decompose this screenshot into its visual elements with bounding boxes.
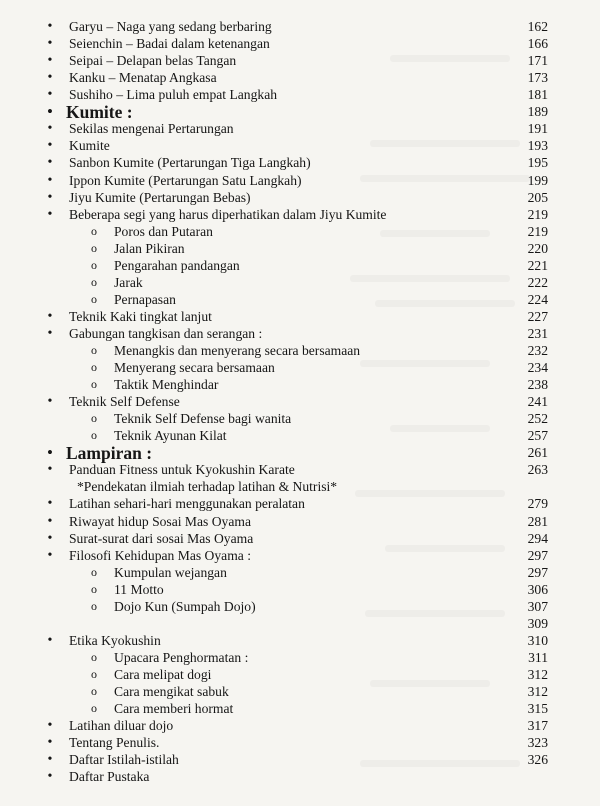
toc-entry <box>0 35 560 52</box>
toc-entry-title: *Pendekatan ilmiah terhadap latihan & Nutrisi* <box>77 479 338 495</box>
toc-entry <box>0 530 560 547</box>
bullet-icon: • <box>47 462 53 478</box>
toc-entry <box>0 683 560 700</box>
toc-page-number: 257 <box>527 428 548 444</box>
toc-entry <box>0 18 560 35</box>
bullet-icon: • <box>47 735 53 751</box>
hollow-bullet-icon: o <box>91 598 97 613</box>
hollow-bullet-icon: o <box>91 274 97 289</box>
toc-entry <box>0 615 560 632</box>
bullet-icon: • <box>47 325 53 341</box>
hollow-bullet-icon: o <box>91 377 97 392</box>
toc-entry-title: Teknik Self Defense bagi wanita <box>114 411 292 427</box>
toc-entry <box>0 717 560 734</box>
toc-entry <box>0 410 560 427</box>
bullet-icon: • <box>47 206 53 222</box>
toc-page-number: 195 <box>527 155 548 171</box>
bullet-icon: • <box>47 496 53 512</box>
bullet-icon: • <box>47 530 53 546</box>
toc-page-number: 173 <box>527 70 548 86</box>
toc-entry-title: Seienchin – Badai dalam ketenangan <box>69 36 270 51</box>
bullet-icon: • <box>47 138 53 154</box>
toc-page-number: 222 <box>527 274 548 290</box>
toc-entry-title: Sanbon Kumite (Pertarungan Tiga Langkah) <box>69 155 311 171</box>
toc-entry <box>0 598 560 615</box>
toc-page-number: 232 <box>527 342 548 358</box>
toc-page-number: 227 <box>527 308 548 324</box>
toc-entry <box>0 513 560 530</box>
toc-page-number: 205 <box>527 189 548 205</box>
toc-page-number: 221 <box>527 257 548 273</box>
toc-page-number: 312 <box>527 684 548 699</box>
toc-entry <box>0 206 560 223</box>
bullet-icon: • <box>47 547 53 563</box>
hollow-bullet-icon: o <box>91 411 97 426</box>
bullet-icon: • <box>47 394 53 410</box>
toc-entry-title: Sekilas mengenai Pertarungan <box>69 121 234 137</box>
toc-entry-title: Garyu – Naga yang sedang berbaring <box>69 19 272 34</box>
toc-page-number: 294 <box>527 530 548 546</box>
toc-entry-title: Kanku – Menatap Angkasa <box>69 70 217 86</box>
toc-entry-title: Gabungan tangkisan dan serangan : <box>69 325 263 341</box>
toc-entry-title: Latihan sehari-hari menggunakan peralatan <box>69 496 305 512</box>
toc-page-number: 297 <box>527 547 548 563</box>
toc-entry <box>0 154 560 171</box>
toc-entry <box>0 52 560 69</box>
toc-page-number: 311 <box>528 649 548 665</box>
toc-page-number: 279 <box>527 496 548 512</box>
bullet-icon: • <box>47 308 53 324</box>
toc-entry <box>0 751 560 768</box>
toc-page-number: 317 <box>527 718 548 734</box>
toc-entry-title: Pernapasan <box>114 291 176 307</box>
toc-entry <box>0 376 560 393</box>
toc-page-number: 219 <box>527 223 548 239</box>
toc-entry <box>0 649 560 666</box>
toc-page-number: 310 <box>527 632 548 648</box>
toc-entry-title: Daftar Pustaka <box>69 769 150 785</box>
bullet-icon: • <box>47 70 53 86</box>
toc-entry <box>0 359 560 376</box>
toc-entry <box>0 734 560 751</box>
toc-entry <box>0 274 560 291</box>
toc-entry-title: Etika Kyokushin <box>69 632 161 648</box>
toc-entry-title: 11 Motto <box>114 581 164 597</box>
toc-page-number: 220 <box>527 240 548 256</box>
bullet-icon: • <box>47 53 53 69</box>
bullet-icon: • <box>47 87 53 103</box>
bullet-icon: • <box>47 769 53 785</box>
toc-page-number: 166 <box>527 36 548 51</box>
toc-page-number: 162 <box>527 19 548 34</box>
hollow-bullet-icon: o <box>91 666 97 681</box>
toc-entry-title: Riwayat hidup Sosai Mas Oyama <box>69 513 251 529</box>
hollow-bullet-icon: o <box>91 684 97 698</box>
toc-page-number: 219 <box>527 206 548 222</box>
toc-entry-title: Dojo Kun (Sumpah Dojo) <box>114 598 256 614</box>
toc-page-number: 261 <box>527 444 548 460</box>
toc-page-number: 224 <box>527 291 548 307</box>
toc-entry <box>0 240 560 257</box>
toc-entry-title: Teknik Ayunan Kilat <box>114 428 227 444</box>
bullet-icon: • <box>47 155 53 171</box>
toc-entry <box>0 172 560 189</box>
toc-entry-title: Teknik Kaki tingkat lanjut <box>69 308 212 324</box>
toc-page-number: 234 <box>527 360 548 375</box>
toc-page-number: 307 <box>527 598 548 614</box>
toc-page-number: 315 <box>527 701 548 716</box>
toc-entry <box>0 137 560 154</box>
toc-page-number: 191 <box>527 121 548 137</box>
toc-entry <box>0 257 560 274</box>
toc-page-number: 297 <box>527 564 548 580</box>
toc-entry <box>0 223 560 240</box>
bullet-icon: • <box>47 442 53 462</box>
toc-entry-title: Latihan diluar dojo <box>69 718 174 734</box>
hollow-bullet-icon: o <box>91 240 97 255</box>
toc-entry-title: Cara melipat dogi <box>114 666 212 682</box>
bullet-icon: • <box>47 513 53 529</box>
toc-entry <box>0 666 560 683</box>
toc-entry-title: Sushiho – Lima puluh empat Langkah <box>69 87 278 103</box>
bullet-icon: • <box>47 101 53 121</box>
toc-entry-title: Menangkis dan menyerang secara bersamaan <box>114 342 361 358</box>
toc-entry-title: Cara mengikat sabuk <box>114 684 229 699</box>
hollow-bullet-icon: o <box>91 257 97 272</box>
toc-page-number: 252 <box>527 411 548 427</box>
bullet-icon: • <box>47 752 53 768</box>
toc-page-number: 189 <box>527 103 548 119</box>
toc-page-number: 171 <box>527 53 548 69</box>
toc-page-number: 323 <box>527 735 548 751</box>
toc-entry-title: Beberapa segi yang harus diperhatikan dalam Jiyu Kumite <box>69 206 387 222</box>
toc-entry <box>0 700 560 717</box>
toc-page-number: 193 <box>527 138 548 154</box>
toc-entry <box>0 120 560 137</box>
toc-entry <box>0 461 560 478</box>
toc-entry-title: Jiyu Kumite (Pertarungan Bebas) <box>69 189 251 205</box>
toc-entry <box>0 69 560 86</box>
toc-entry <box>0 308 560 325</box>
toc-entry <box>0 495 560 512</box>
toc-entry <box>0 291 560 308</box>
hollow-bullet-icon: o <box>91 649 97 664</box>
toc-entry-title: Jalan Pikiran <box>114 240 185 256</box>
toc-entry-title: Daftar Istilah-istilah <box>69 752 179 768</box>
hollow-bullet-icon: o <box>91 223 97 238</box>
toc-entry <box>0 768 560 785</box>
toc-entry-title: Panduan Fitness untuk Kyokushin Karate <box>69 462 295 478</box>
hollow-bullet-icon: o <box>91 360 97 374</box>
toc-page-number: 263 <box>527 462 548 478</box>
hollow-bullet-icon: o <box>91 581 97 596</box>
hollow-bullet-icon: o <box>91 701 97 715</box>
toc-entry-title: Menyerang secara bersamaan <box>114 360 275 375</box>
toc-entry <box>0 393 560 410</box>
toc-page-number: 238 <box>527 377 548 393</box>
toc-entry-title: Taktik Menghindar <box>114 377 219 393</box>
toc-entry-title: Seipai – Delapan belas Tangan <box>69 53 237 69</box>
hollow-bullet-icon: o <box>91 291 97 306</box>
hollow-bullet-icon: o <box>91 342 97 357</box>
toc-page-number: 309 <box>527 615 548 631</box>
bullet-icon: • <box>47 718 53 734</box>
toc-page-number: 241 <box>527 394 548 410</box>
bullet-icon: • <box>47 189 53 205</box>
bullet-icon: • <box>47 632 53 648</box>
toc-entry <box>0 632 560 649</box>
bullet-icon: • <box>47 36 53 51</box>
toc-entry-title: Ippon Kumite (Pertarungan Satu Langkah) <box>69 172 302 188</box>
toc-page-number: 326 <box>527 752 548 768</box>
toc-entry <box>0 325 560 342</box>
toc-entry-title: Surat-surat dari sosai Mas Oyama <box>69 530 254 546</box>
toc-entry <box>0 564 560 581</box>
toc-entry <box>0 478 560 495</box>
toc-entry <box>0 342 560 359</box>
toc-page-number: 231 <box>527 325 548 341</box>
toc-entry-title: Cara memberi hormat <box>114 701 234 716</box>
bullet-icon: • <box>47 172 53 188</box>
bullet-icon: • <box>47 19 53 34</box>
toc-entry-title: Kumite <box>69 138 110 154</box>
toc-entry-title: Pengarahan pandangan <box>114 257 240 273</box>
hollow-bullet-icon: o <box>91 428 97 443</box>
toc-entry-title: Filosofi Kehidupan Mas Oyama : <box>69 547 251 563</box>
toc-entry <box>0 189 560 206</box>
toc-entry-title: Upacara Penghormatan : <box>114 649 249 665</box>
toc-entry <box>0 547 560 564</box>
bullet-icon: • <box>47 121 53 137</box>
toc-entry-title: Tentang Penulis. <box>69 735 160 751</box>
toc-entry-title: Teknik Self Defense <box>69 394 180 410</box>
toc-page-number: 181 <box>527 87 548 103</box>
toc-entry-title: Lampiran : <box>66 442 153 463</box>
toc-entry-title: Kumpulan wejangan <box>114 564 227 580</box>
toc-page-number: 199 <box>527 172 548 188</box>
toc-entry-title: Kumite : <box>66 101 133 122</box>
toc-page-number: 306 <box>527 581 548 597</box>
toc-entry-title: Jarak <box>114 274 143 290</box>
toc-page-number: 281 <box>527 513 548 529</box>
toc-entry <box>0 581 560 598</box>
hollow-bullet-icon: o <box>91 564 97 579</box>
toc-entry-title: Poros dan Putaran <box>114 223 213 239</box>
toc-page-number: 312 <box>527 666 548 682</box>
